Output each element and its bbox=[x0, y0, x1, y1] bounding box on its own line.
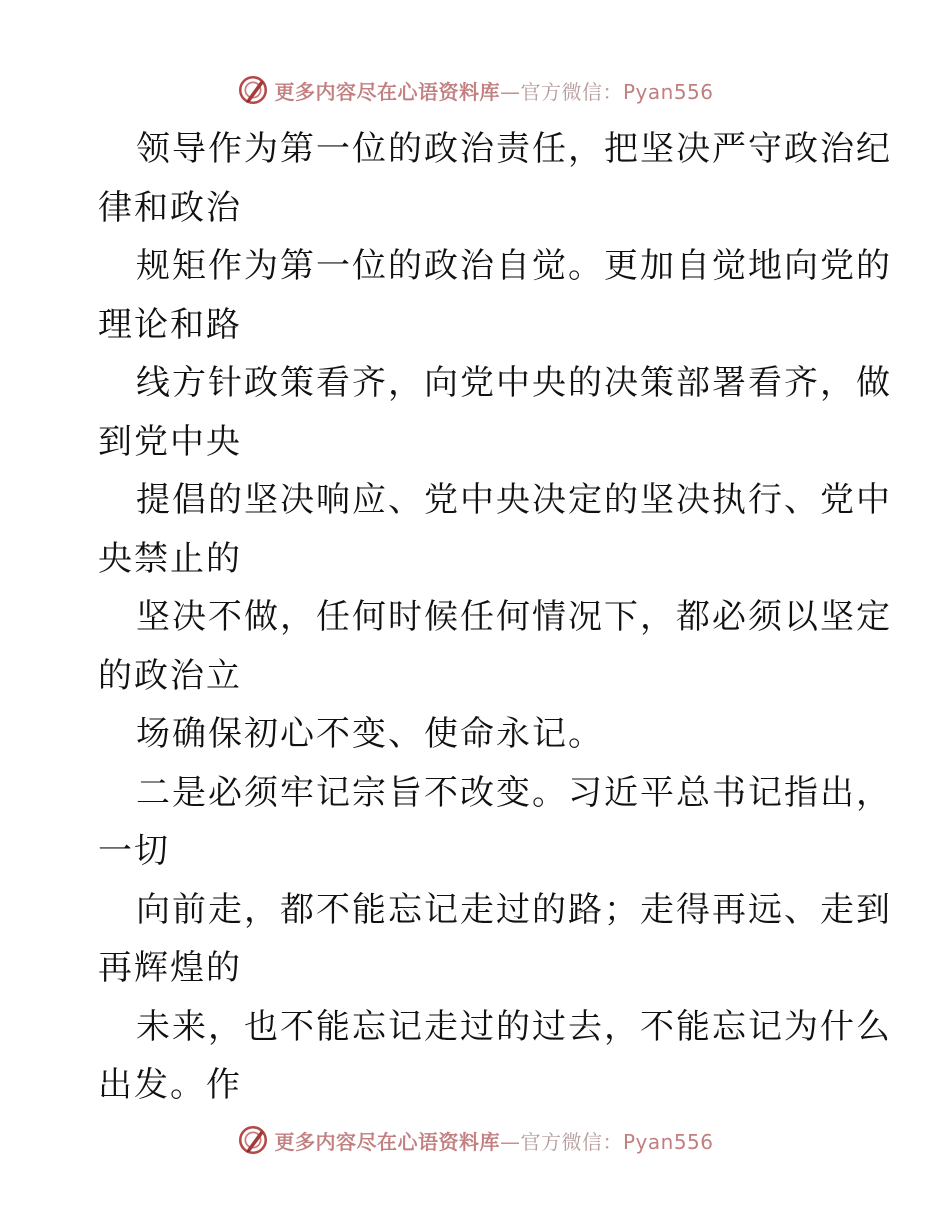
body-line: 坚决不做，任何时候任何情况下，都必须以坚定 bbox=[136, 597, 892, 637]
body-line: 未来，也不能忘记走过的过去，不能忘记为什么 bbox=[136, 1006, 892, 1047]
body-line: 二是必须牢记宗旨不改变。习近平总书记指出， bbox=[136, 772, 892, 813]
body-line: 律和政治 bbox=[98, 187, 242, 228]
body-line: 向前走，都不能忘记走过的路；走得再远、走到 bbox=[136, 889, 892, 930]
footer-wechat-id: Pyan556 bbox=[622, 1129, 714, 1154]
body-line: 场确保初心不变、使命永记。 bbox=[136, 714, 604, 754]
body-line: 再辉煌的 bbox=[98, 948, 242, 988]
body-line: 的政治立 bbox=[98, 655, 242, 696]
body-line: 理论和路 bbox=[98, 304, 242, 345]
footer-watermark bbox=[0, 1120, 950, 1160]
header-brand: 更多内容尽在心语资料库 bbox=[274, 79, 500, 104]
body-line: 一切 bbox=[98, 831, 170, 871]
pen-circle-logo-icon bbox=[236, 1123, 270, 1157]
footer-wechat-label: 官方微信： bbox=[520, 1129, 623, 1154]
footer-brand: 更多内容尽在心语资料库 bbox=[274, 1129, 500, 1154]
body-line: 央禁止的 bbox=[98, 538, 242, 579]
document-body bbox=[98, 120, 892, 1115]
header-watermark-text bbox=[274, 76, 713, 105]
header-wechat-label: 官方微信： bbox=[520, 79, 623, 104]
body-line: 线方针政策看齐，向党中央的决策部署看齐，做 bbox=[136, 363, 892, 403]
body-line: 到党中央 bbox=[98, 421, 242, 462]
body-line: 规矩作为第一位的政治自觉。更加自觉地向党的 bbox=[136, 246, 892, 286]
footer-dash: — bbox=[499, 1129, 521, 1154]
body-line: 提倡的坚决响应、党中央决定的坚决执行、党中 bbox=[136, 480, 892, 520]
header-dash: — bbox=[499, 79, 521, 104]
header-wechat-id: Pyan556 bbox=[622, 79, 714, 104]
body-line: 出发。作 bbox=[98, 1065, 242, 1105]
pen-circle-logo-icon bbox=[236, 73, 270, 107]
body-line: 领导作为第一位的政治责任，把坚决严守政治纪 bbox=[136, 129, 892, 169]
header-watermark bbox=[0, 70, 950, 110]
footer-watermark-text bbox=[274, 1126, 713, 1155]
